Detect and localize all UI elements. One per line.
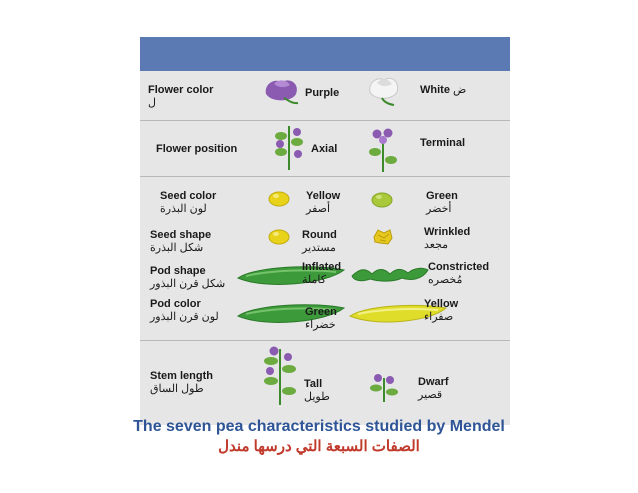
dominant-arabic: مستدير [302, 242, 336, 254]
row-pod-shape-character [150, 265, 225, 291]
row-stem-length-character [150, 370, 213, 396]
row-pod-shape-dominant [302, 261, 341, 287]
character-label: Pod color [150, 298, 201, 310]
header-recessive-arabic: الهيئة المتنحية [392, 16, 462, 30]
character-label: Seed shape [150, 229, 212, 241]
dominant-arabic: أصفر [306, 203, 331, 215]
row-seed-color-character [160, 190, 216, 216]
row-seed-shape-character [150, 229, 211, 255]
dominant-label: Green [305, 306, 337, 318]
dominant-arabic: كاملة [302, 274, 327, 286]
character-arabic: لون قرن البذور [150, 311, 219, 323]
table-header [140, 37, 510, 71]
dominant-label: Axial [311, 143, 338, 155]
row-stem-length-recessive [418, 376, 449, 402]
character-arabic: شكل البذرة [150, 242, 204, 254]
character-label: Stem length [150, 370, 213, 382]
constricted-pod-icon [350, 262, 430, 284]
header-dominant-label: Dominant Trait [267, 2, 347, 16]
header-dominant [257, 2, 357, 30]
header-character [150, 2, 222, 30]
character-label: Flower position [156, 143, 238, 155]
recessive-arabic: مُخصره [428, 274, 463, 286]
character-label: Flower color [148, 84, 214, 96]
character-arabic: ل [148, 97, 156, 109]
row-divider [140, 176, 510, 177]
character-label: Pod shape [150, 265, 206, 277]
recessive-label: Yellow [424, 298, 459, 310]
row-pod-shape-recessive [428, 261, 489, 287]
character-label: Seed color [160, 190, 217, 202]
row-seed-color-recessive [426, 190, 458, 216]
recessive-label: Green [426, 190, 458, 202]
character-arabic: لون البذرة [160, 203, 207, 215]
row-flower-color-recessive [420, 84, 466, 97]
dominant-label: Round [302, 229, 337, 241]
recessive-arabic: قصير [418, 389, 443, 401]
terminal-flower-plant-icon [366, 126, 400, 172]
row-flower-color-dominant [305, 87, 339, 100]
header-recessive-label: Recessive Trait [385, 2, 469, 16]
recessive-arabic: أخضر [426, 203, 452, 215]
wrinkled-seed-icon [372, 228, 394, 246]
header-recessive [372, 2, 482, 30]
row-flower-position-character [156, 143, 237, 156]
row-seed-shape-recessive [424, 226, 470, 252]
dominant-label: Purple [305, 87, 340, 99]
character-arabic: طول الساق [150, 383, 204, 395]
caption-english: The seven pea characteristics studied by Mendel [133, 418, 505, 435]
axial-flower-plant-icon [272, 122, 306, 170]
dominant-label: Yellow [306, 190, 341, 202]
row-divider [140, 340, 510, 341]
recessive-label: White [420, 84, 450, 96]
recessive-arabic: ض [453, 84, 467, 96]
row-divider [140, 120, 510, 121]
recessive-label: Dwarf [418, 376, 449, 388]
recessive-arabic: مجعد [424, 239, 449, 251]
dominant-arabic: خضراء [305, 319, 336, 331]
header-dominant-arabic: الهيئة السائدة [273, 16, 341, 30]
white-flower-icon [366, 74, 402, 106]
row-pod-color-recessive [424, 298, 458, 324]
header-character-arabic: الصفة [171, 16, 201, 30]
dominant-arabic: طويل [304, 391, 330, 403]
row-flower-color-character [148, 84, 213, 110]
character-arabic: شكل قرن البذور [150, 278, 226, 290]
row-seed-shape-dominant [302, 229, 337, 255]
round-seed-icon [267, 228, 291, 246]
row-flower-position-recessive [420, 137, 465, 150]
row-flower-position-dominant [311, 143, 337, 156]
yellow-pea-icon [267, 190, 291, 208]
row-seed-color-dominant [306, 190, 340, 216]
recessive-label: Constricted [428, 261, 490, 273]
purple-flower-icon [262, 76, 302, 106]
row-pod-color-character [150, 298, 219, 324]
recessive-label: Terminal [420, 137, 466, 149]
tall-plant-icon [260, 345, 300, 405]
header-character-label: Character [159, 2, 213, 16]
caption-arabic: الصفات السبعة التي درسها مندل [218, 438, 420, 455]
row-stem-length-dominant [304, 378, 330, 404]
recessive-label: Wrinkled [424, 226, 471, 238]
dominant-label: Inflated [302, 261, 342, 273]
recessive-arabic: صفراء [424, 311, 454, 323]
dwarf-plant-icon [368, 370, 400, 402]
row-pod-color-dominant [305, 306, 337, 332]
green-pea-icon [370, 191, 394, 209]
dominant-label: Tall [304, 378, 323, 390]
